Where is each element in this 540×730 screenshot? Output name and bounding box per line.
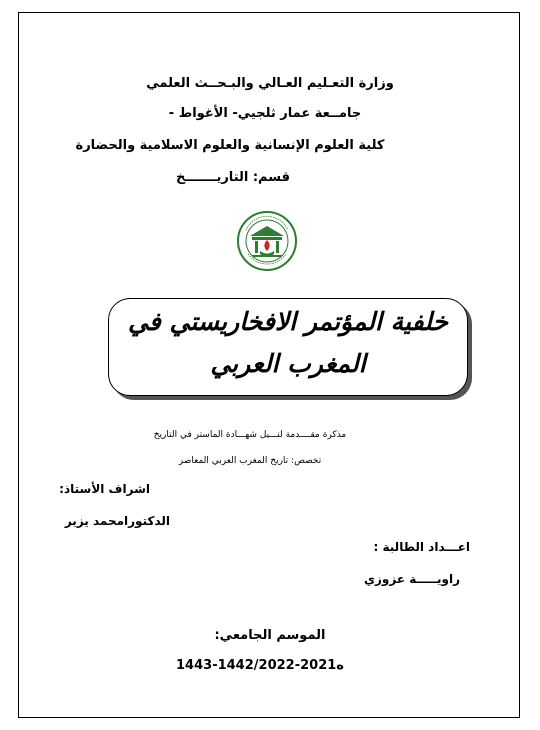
- department-name: قسم: التاريـــــــخ: [175, 170, 290, 185]
- thesis-title-line-2: المغرب العربي: [210, 349, 366, 378]
- thesis-title-line-1: خلفية المؤتمر الافخاريستي في: [128, 307, 448, 336]
- supervisor-name: الدكتورامحمد يزير: [64, 514, 170, 528]
- faculty-name: كلية العلوم الإنسانية والعلوم الاسلامية والحضارة: [75, 138, 385, 153]
- ministry-name: وزارة التعـليم العـالي والبـحــث العلمي: [146, 76, 394, 91]
- university-name: جامــعة عمار ثلجيي- الأغواط -: [168, 106, 362, 121]
- thesis-purpose: مذكرة مقــــدمة لنـــيل شهـــادة الماستر في التاريخ: [153, 430, 347, 440]
- academic-year-label: الموسم الجامعي:: [214, 628, 326, 643]
- supervisor-label: اشراف الأستاذ:: [59, 482, 150, 496]
- student-label: اعـــداد الطالبة :: [373, 540, 470, 554]
- university-seal-icon: [236, 210, 298, 272]
- thesis-specialty: تخصص: تاريخ المغرب العربي المعاصر: [178, 456, 322, 466]
- thesis-title-box: [108, 298, 468, 396]
- student-name: راويـــــة عزوزي: [364, 572, 460, 586]
- academic-year-value: 1443-1442/2022-2021ه: [176, 658, 344, 673]
